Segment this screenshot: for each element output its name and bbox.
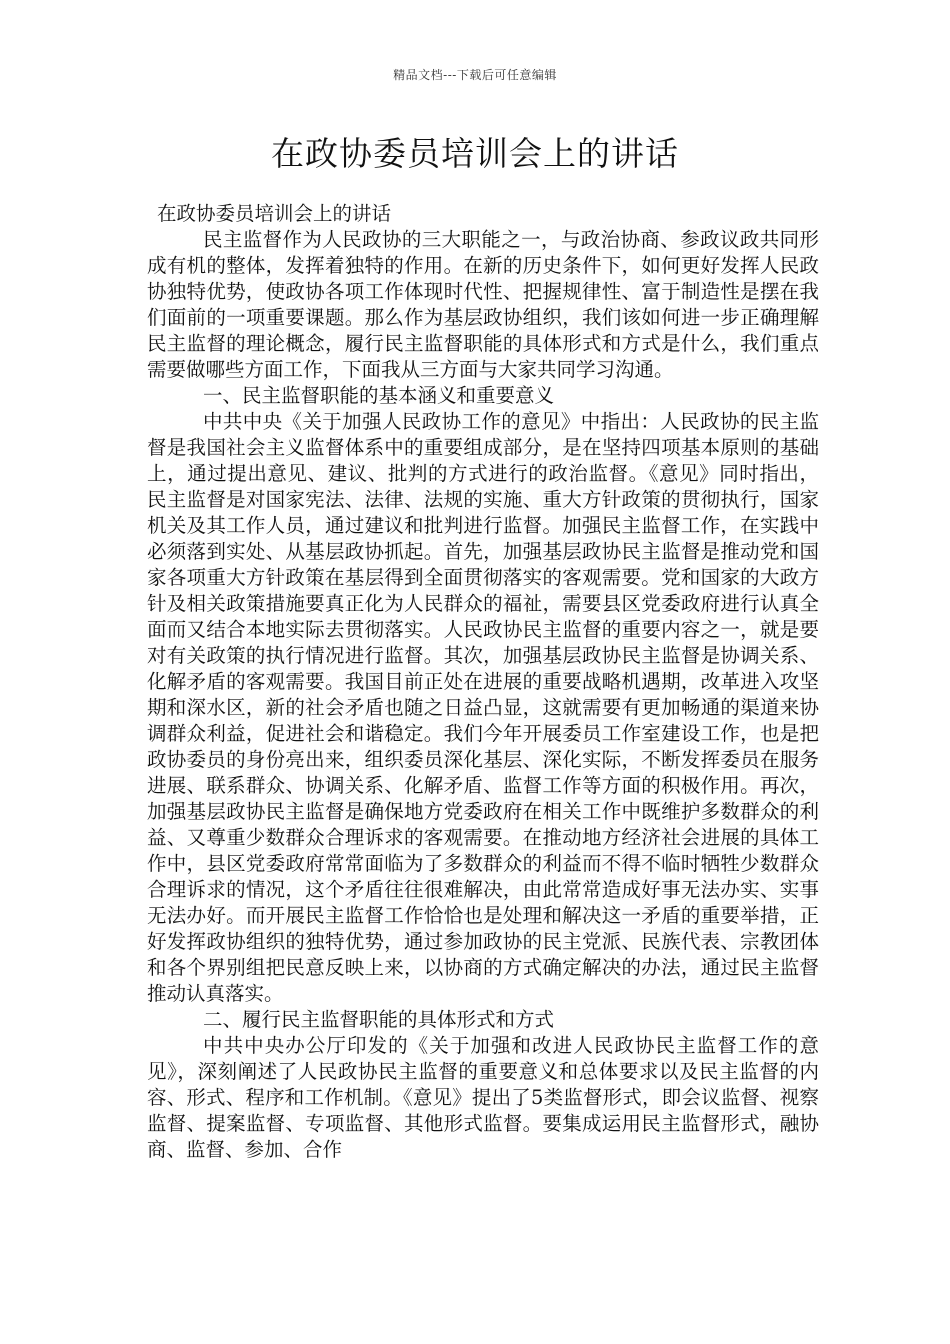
document-body bbox=[147, 201, 819, 1163]
paragraph-section-2: 中共中央办公厅印发的《关于加强和改进人民政协民主监督工作的意见》，深刻阐述了人民政协民主监督的重要意义和总体要求以及民主监督的内容、形式、程序和工作机制。《意见》提出了5类监督形式，即会议监督、视察监督、提案监督、专项监督、其他形式监督。要集成运用民主监督形式，融协商、监督、参加、合作 bbox=[147, 1034, 819, 1161]
section-heading-2: 二、履行民主监督职能的具体形式和方式 bbox=[203, 1008, 555, 1031]
paragraph-intro: 民主监督作为人民政协的三大职能之一，与政治协商、参政议政共同形成有机的整体，发挥着独特的作用。在新的历史条件下，如何更好发挥人民政协独特优势，使政协各项工作体现时代性、把握规律性、富于制造性是摆在我们面前的一项重要课题。那么作为基层政协组织，我们该如何进一步正确理解民主监督的理论概念，履行民主监督职能的具体形式和方式是什么，我们重点需要做哪些方面工作，下面我从三方面与大家共同学习沟通。 bbox=[147, 228, 819, 381]
document-subtitle: 在政协委员培训会上的讲话 bbox=[157, 202, 392, 225]
page-header-watermark: 精品文档---下载后可任意编辑 bbox=[393, 68, 557, 82]
section-heading-1: 一、民主监督职能的基本涵义和重要意义 bbox=[203, 384, 555, 407]
document-title: 在政协委员培训会上的讲话 bbox=[271, 134, 679, 173]
paragraph-section-1: 中共中央《关于加强人民政协工作的意见》中指出：人民政协的民主监督是我国社会主义监督体系中的重要组成部分，是在坚持四项基本原则的基础上，通过提出意见、建议、批判的方式进行的政治监督。《意见》同时指出，民主监督是对国家宪法、法律、法规的实施、重大方针政策的贯彻执行，国家机关及其工作人员，通过建议和批判进行监督。加强民主监督工作，在实践中必须落到实处、从基层政协抓起。首先，加强基层政协民主监督是推动党和国家各项重大方针政策在基层得到全面贯彻落实的客观需要。党和国家的大政方针及相关政策措施要真正化为人民群众的福祉，需要县区党委政府进行认真全面而又结合本地实际去贯彻落实。人民政协民主监督的重要内容之一，就是要对有关政策的执行情况进行监督。其次，加强基层政协民主监督是协调关系、化解矛盾的客观需要。我国目前正处在进展的重要战略机遇期，改革进入攻坚期和深水区，新的社会矛盾也随之日益凸显，这就需要有更加畅通的渠道来协调群众利益，促进社会和谐稳定。我们今年开展委员工作室建设工作，也是把政协委员的身份亮出来，组织委员深化基层、深化实际，不断发挥委员在服务进展、联系群众、协调关系、化解矛盾、监督工作等方面的积极作用。再次，加强基层政协民主监督是确保地方党委政府在相关工作中既维护多数群众的利益、又尊重少数群众合理诉求的客观需要。在推动地方经济社会进展的具体工作中，县区党委政府常常面临为了多数群众的利益而不得不临时牺牲少数群众合理诉求的情况，这个矛盾往往很难解决，由此常常造成好事无法办实、实事无法办好。而开展民主监督工作恰恰也是处理和解决这一矛盾的重要举措，正好发挥政协组织的独特优势，通过参加政协的民主党派、民族代表、宗教团体和各个界别组把民意反映上来，以协商的方式确定解决的办法，通过民主监督推动认真落实。 bbox=[147, 410, 819, 1005]
